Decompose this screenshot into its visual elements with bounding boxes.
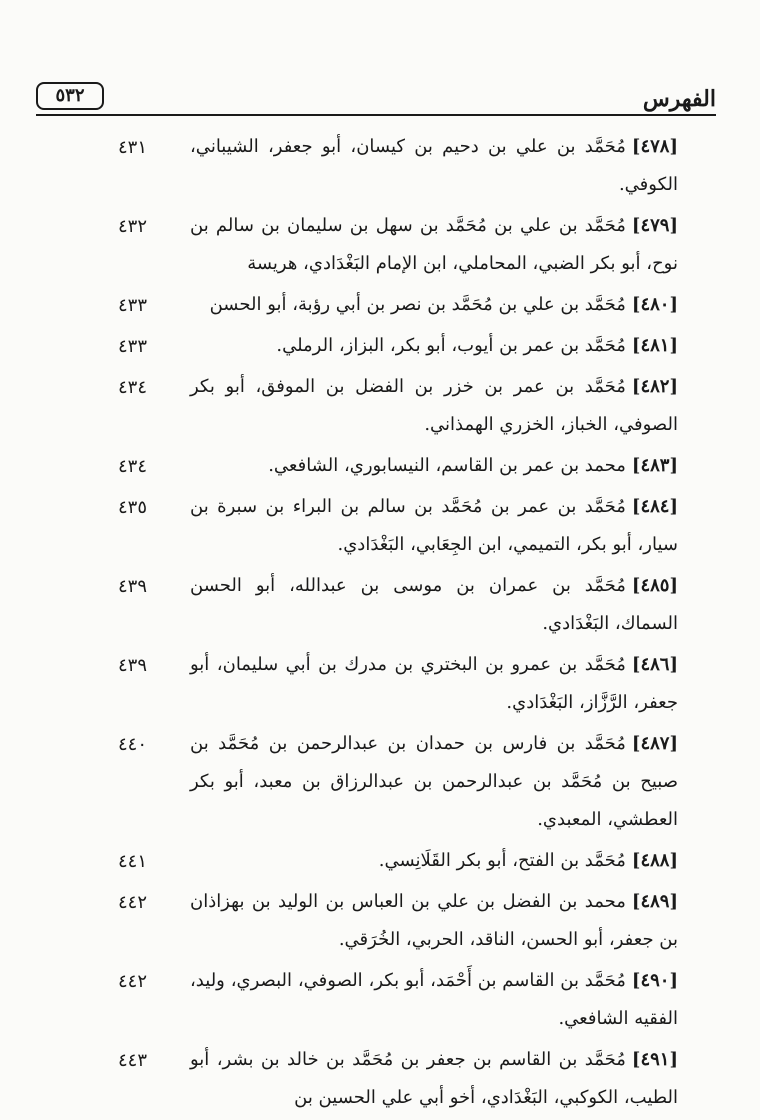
index-entry xyxy=(0,207,760,283)
index-entry xyxy=(0,842,760,880)
index-entry xyxy=(0,128,760,204)
entry-page-number: ٤٣٣ xyxy=(118,336,148,357)
page-number: ٥٣٢ xyxy=(36,82,104,110)
entry-page-number: ٤٤١ xyxy=(118,851,148,872)
index-entry xyxy=(0,1041,760,1117)
entry-number: [٤٨٩] xyxy=(631,891,678,912)
entry-number: [٤٨٧] xyxy=(631,733,678,754)
entry-number: [٤٨٥] xyxy=(631,575,678,596)
entry-number: [٤٨٢] xyxy=(631,376,678,397)
index-entry xyxy=(0,962,760,1038)
entry-number: [٤٧٩] xyxy=(631,215,678,236)
entry-number: [٤٩٠] xyxy=(631,970,678,991)
entry-number: [٤٩١] xyxy=(631,1049,678,1070)
page-title: الفهرس xyxy=(642,86,716,112)
entry-page-number: ٤٤٢ xyxy=(118,892,148,913)
entry-page-number: ٤٣١ xyxy=(118,137,148,158)
entry-number: [٤٨٤] xyxy=(631,496,678,517)
index-entry xyxy=(0,567,760,643)
index-entry xyxy=(0,368,760,444)
entry-number: [٤٨٦] xyxy=(631,654,678,675)
entry-text: مُحَمَّد بن علي بن مُحَمَّد بن سهل بن سليمان بن سالم بن نوح، أبو بكر الضبي، المحاملي، ابن الإمام البَغْدَادي، هريسة xyxy=(190,215,678,274)
entry-text: مُحَمَّد بن علي بن مُحَمَّد بن نصر بن أبي رؤبة، أبو الحسن xyxy=(209,294,626,315)
index-entry xyxy=(0,646,760,722)
index-entry xyxy=(0,488,760,564)
entry-text: مُحَمَّد بن علي بن دحيم بن كيسان، أبو جعفر، الشيباني، الكوفي. xyxy=(190,136,678,195)
entry-page-number: ٤٣٩ xyxy=(118,576,148,597)
entry-number: [٤٧٨] xyxy=(631,136,678,157)
entry-text: مُحَمَّد بن عمرو بن البختري بن مدرك بن أبي سليمان، أبو جعفر، الرَّزَّاز، البَغْدَادي. xyxy=(190,654,678,713)
entry-number: [٤٨٠] xyxy=(631,294,678,315)
index-entry xyxy=(0,327,760,365)
entry-page-number: ٤٤٢ xyxy=(118,971,148,992)
entry-page-number: ٤٣٣ xyxy=(118,295,148,316)
entry-text: مُحَمَّد بن عمر بن مُحَمَّد بن سالم بن البراء بن سبرة بن سيار، أبو بكر، التميمي، ابن الجِعَابي، البَغْدَادي. xyxy=(190,496,678,555)
entry-text: مُحَمَّد بن القاسم بن جعفر بن مُحَمَّد بن خالد بن بشر، أبو الطيب، الكوكبي، البَغْدَادي، أخو أبي علي الحسين بن xyxy=(190,1049,678,1108)
index-list xyxy=(0,128,760,1120)
entry-text: محمد بن الفضل بن علي بن العباس بن الوليد بن بهزاذان بن جعفر، أبو الحسن، الناقد، الحربي، الخُرَقي. xyxy=(190,891,678,950)
entry-number: [٤٨١] xyxy=(631,335,678,356)
entry-text: مُحَمَّد بن الفتح، أبو بكر القَلَانِسي. xyxy=(378,850,626,871)
entry-number: [٤٨٣] xyxy=(631,455,678,476)
entry-text: محمد بن عمر بن القاسم، النيسابوري، الشافعي. xyxy=(268,455,626,476)
index-entry xyxy=(0,725,760,839)
entry-page-number: ٤٣٩ xyxy=(118,655,148,676)
entry-text: مُحَمَّد بن عمر بن خزر بن الفضل بن الموفق، أبو بكر الصوفي، الخباز، الخزري الهمذاني. xyxy=(190,376,678,435)
entry-text: مُحَمَّد بن فارس بن حمدان بن عبدالرحمن بن مُحَمَّد بن صبيح بن مُحَمَّد بن عبدالرحمن بن عبدالرزاق بن معبد، أبو بكر العطشي، المعبدي. xyxy=(190,733,678,830)
entry-text: مُحَمَّد بن عمران بن موسى بن عبدالله، أبو الحسن السماك، البَغْدَادي. xyxy=(190,575,678,634)
header-rule xyxy=(36,114,716,116)
entry-number: [٤٨٨] xyxy=(631,850,678,871)
index-entry xyxy=(0,447,760,485)
index-entry xyxy=(0,883,760,959)
entry-page-number: ٤٣٤ xyxy=(118,456,148,477)
entry-page-number: ٤٣٢ xyxy=(118,216,148,237)
entry-text: مُحَمَّد بن عمر بن أيوب، أبو بكر، البزاز، الرملي. xyxy=(276,335,626,356)
page-header xyxy=(36,82,716,116)
entry-page-number: ٤٣٥ xyxy=(118,497,148,518)
index-entry xyxy=(0,286,760,324)
entry-page-number: ٤٣٤ xyxy=(118,377,148,398)
entry-text: مُحَمَّد بن القاسم بن أَحْمَد، أبو بكر، الصوفي، البصري، وليد، الفقيه الشافعي. xyxy=(190,970,678,1029)
entry-page-number: ٤٤٣ xyxy=(118,1050,148,1071)
entry-page-number: ٤٤٠ xyxy=(118,734,148,755)
